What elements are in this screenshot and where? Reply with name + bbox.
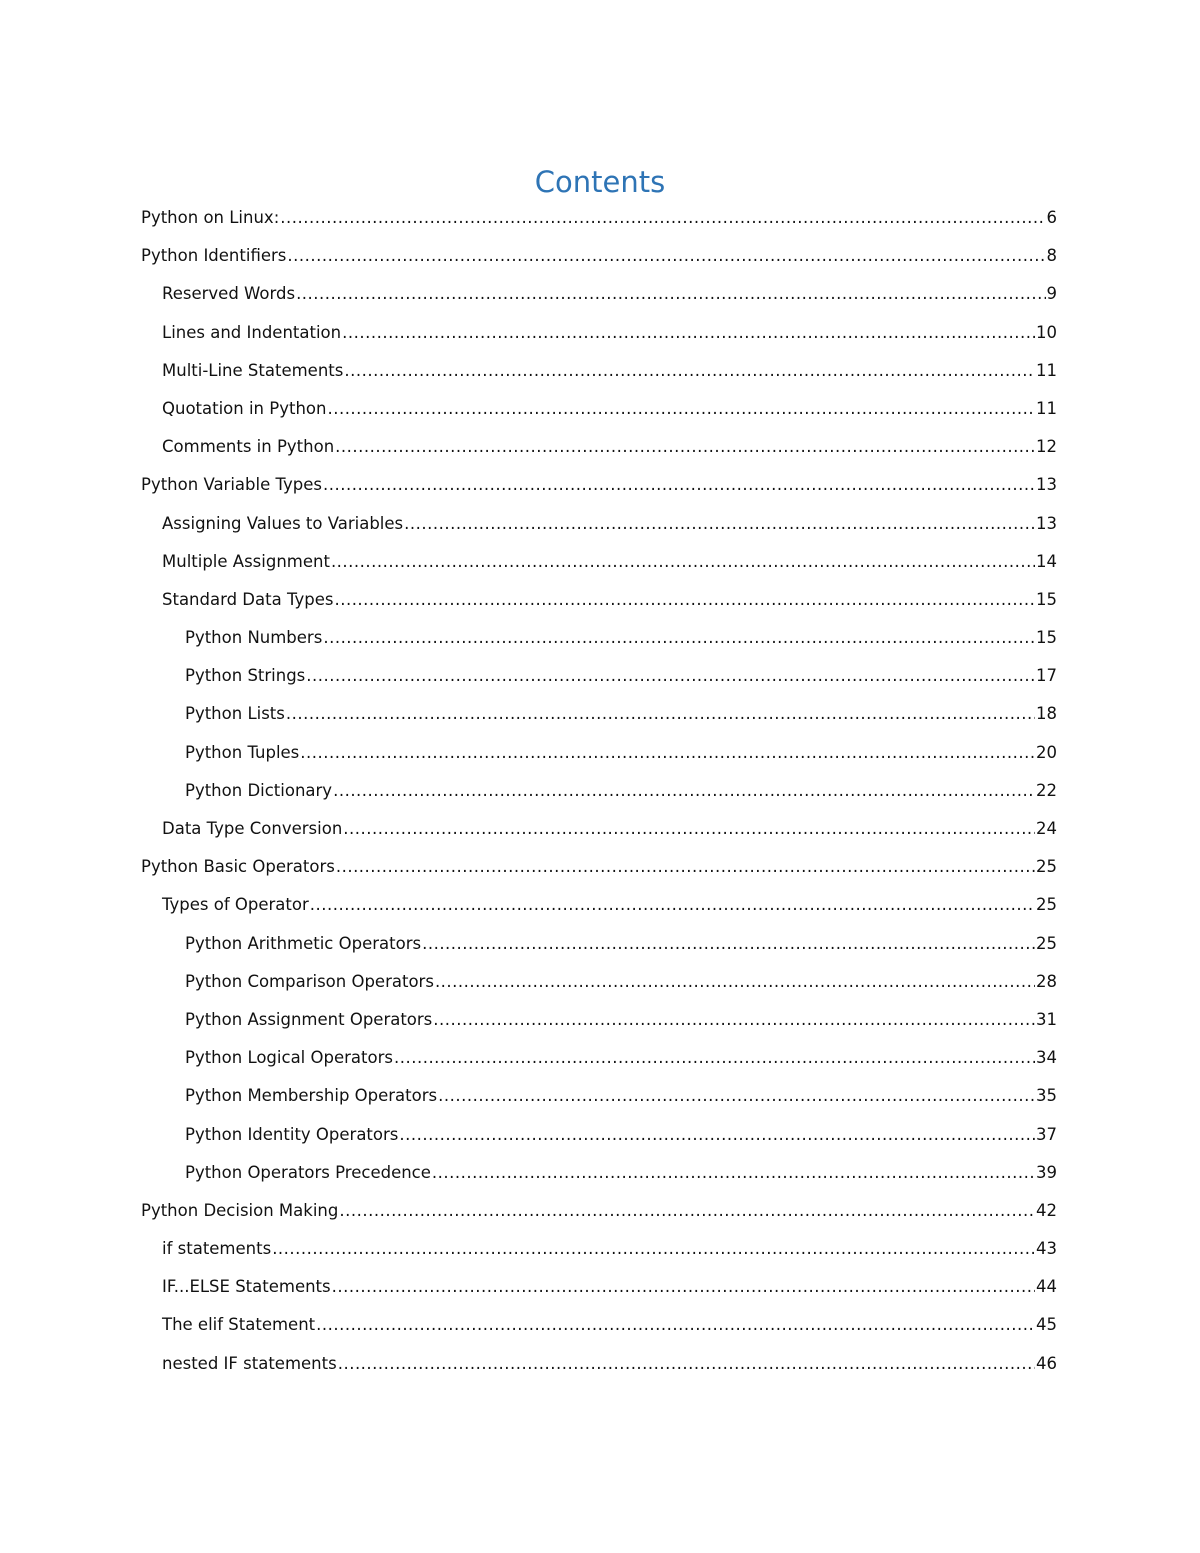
toc-entry-text: Python Decision Making xyxy=(141,1200,339,1220)
toc-entry[interactable] xyxy=(141,466,1057,504)
toc-entry-text: Python Arithmetic Operators xyxy=(185,933,422,953)
toc-entry[interactable] xyxy=(141,581,1057,619)
toc-entry[interactable] xyxy=(141,695,1057,733)
toc-page-number: 28 xyxy=(1036,971,1057,991)
toc-dot-leader xyxy=(338,1345,1035,1383)
toc-dot-leader xyxy=(335,428,1035,466)
toc-entry[interactable] xyxy=(141,1192,1057,1230)
toc-page-number: 14 xyxy=(1036,551,1057,571)
toc-dot-leader xyxy=(306,657,1035,695)
toc-dot-leader xyxy=(316,1306,1035,1344)
toc-entry[interactable] xyxy=(141,1154,1057,1192)
toc-dot-leader xyxy=(300,734,1035,772)
toc-entry-text: Types of Operator xyxy=(162,895,309,915)
toc-page-number: 20 xyxy=(1036,742,1057,762)
toc-dot-leader xyxy=(287,237,1045,275)
toc-page-number: 6 xyxy=(1046,208,1057,227)
toc-entry-text: Python Identifiers xyxy=(141,246,287,266)
toc-dot-leader xyxy=(327,390,1035,428)
toc-entry[interactable] xyxy=(141,1077,1057,1115)
toc-entry-text: Python Membership Operators xyxy=(185,1086,438,1106)
toc-page-number: 11 xyxy=(1036,398,1057,418)
toc-entry-text: Python Basic Operators xyxy=(141,857,335,877)
toc-dot-leader xyxy=(272,1230,1035,1268)
toc-entry-text: Data Type Conversion xyxy=(162,819,343,838)
toc-entry-text: Multiple Assignment xyxy=(162,551,330,571)
toc-entry[interactable] xyxy=(141,505,1057,543)
toc-entry[interactable] xyxy=(141,1268,1057,1306)
toc-entry[interactable] xyxy=(141,352,1057,390)
toc-entry[interactable] xyxy=(141,734,1057,772)
toc-entry-text: Comments in Python xyxy=(162,437,335,457)
toc-dot-leader xyxy=(323,619,1035,657)
toc-dot-leader xyxy=(334,581,1035,619)
toc-entry[interactable] xyxy=(141,810,1057,848)
toc-entry[interactable] xyxy=(141,925,1057,963)
toc-entry-text: Python Identity Operators xyxy=(185,1124,399,1144)
toc-dot-leader xyxy=(296,275,1045,313)
toc-entry-text: Python Numbers xyxy=(185,628,323,648)
toc-entry-text: Python Lists xyxy=(185,704,285,724)
toc-page-number: 39 xyxy=(1036,1162,1057,1182)
toc-page-number: 12 xyxy=(1036,437,1057,457)
toc-entry[interactable] xyxy=(141,619,1057,657)
toc-dot-leader xyxy=(286,695,1035,733)
toc-page-number: 13 xyxy=(1036,475,1057,495)
toc-entry[interactable] xyxy=(141,963,1057,1001)
toc-entry-text: Python Comparison Operators xyxy=(185,971,434,991)
toc-page-number: 15 xyxy=(1036,628,1057,648)
toc-entry[interactable] xyxy=(141,543,1057,581)
toc-entry[interactable] xyxy=(141,1345,1057,1383)
toc-entry[interactable] xyxy=(141,1001,1057,1039)
toc-entry[interactable] xyxy=(141,1116,1057,1154)
toc-entry[interactable] xyxy=(141,275,1057,313)
toc-dot-leader xyxy=(332,1268,1035,1306)
toc-dot-leader xyxy=(432,1154,1035,1192)
toc-dot-leader xyxy=(404,505,1035,543)
toc-page-number: 9 xyxy=(1046,284,1057,304)
toc-page-number: 31 xyxy=(1036,1009,1057,1029)
toc-entry-text: The elif Statement xyxy=(162,1315,316,1335)
toc-page-number: 13 xyxy=(1036,513,1057,533)
toc-dot-leader xyxy=(433,1001,1035,1039)
toc-page-number: 22 xyxy=(1036,780,1057,800)
toc-dot-leader xyxy=(438,1077,1035,1115)
toc-page-number: 25 xyxy=(1036,933,1057,953)
toc-dot-leader xyxy=(435,963,1035,1001)
toc-page-number: 46 xyxy=(1036,1353,1057,1373)
toc-entry-text: Python Variable Types xyxy=(141,475,322,495)
toc-entry-text: Python Operators Precedence xyxy=(185,1162,431,1182)
toc-entry-text: if statements xyxy=(162,1239,272,1259)
toc-dot-leader xyxy=(344,352,1035,390)
toc-page-number: 24 xyxy=(1036,819,1057,838)
toc-page-number: 45 xyxy=(1036,1315,1057,1335)
toc-entry[interactable] xyxy=(141,1306,1057,1344)
toc-page-number: 42 xyxy=(1036,1200,1057,1220)
toc-entry-text: Python Strings xyxy=(185,666,306,686)
toc-entry-text: Python Dictionary xyxy=(185,780,333,800)
toc-dot-leader xyxy=(331,543,1035,581)
toc-entry[interactable] xyxy=(141,657,1057,695)
toc-dot-leader xyxy=(339,1192,1035,1230)
toc-dot-leader xyxy=(399,1116,1035,1154)
toc-entry-text: nested IF statements xyxy=(162,1353,337,1373)
toc-dot-leader xyxy=(310,886,1035,924)
toc-entry[interactable] xyxy=(141,886,1057,924)
toc-dot-leader xyxy=(323,466,1035,504)
toc-entry[interactable] xyxy=(141,314,1057,352)
toc-page-number: 35 xyxy=(1036,1086,1057,1106)
toc-entry-text: IF...ELSE Statements xyxy=(162,1277,331,1297)
toc-entry-text: Python Assignment Operators xyxy=(185,1009,433,1029)
toc-entry-text: Python Logical Operators xyxy=(185,1048,393,1068)
toc-page-number: 34 xyxy=(1036,1048,1057,1068)
toc-entry[interactable] xyxy=(141,1039,1057,1077)
toc-dot-leader xyxy=(342,314,1035,352)
toc-page-number: 15 xyxy=(1036,589,1057,609)
toc-entry-text: Assigning Values to Variables xyxy=(162,513,404,533)
toc-page-number: 25 xyxy=(1036,895,1057,915)
toc-page-number: 25 xyxy=(1036,857,1057,877)
table-of-contents xyxy=(141,199,1057,1383)
toc-dot-leader xyxy=(336,848,1035,886)
toc-entry[interactable] xyxy=(141,428,1057,466)
toc-dot-leader xyxy=(333,772,1035,810)
toc-dot-leader xyxy=(280,199,1045,237)
toc-entry-text: Python on Linux: xyxy=(141,208,280,227)
toc-entry[interactable] xyxy=(141,1230,1057,1268)
toc-dot-leader xyxy=(422,925,1035,963)
toc-entry[interactable] xyxy=(141,772,1057,810)
toc-entry[interactable] xyxy=(141,390,1057,428)
toc-dot-leader xyxy=(394,1039,1035,1077)
toc-page-number: 44 xyxy=(1036,1277,1057,1297)
toc-page-number: 11 xyxy=(1036,360,1057,380)
page-title: Contents xyxy=(534,165,666,199)
toc-page-number: 18 xyxy=(1036,704,1057,724)
toc-entry-text: Lines and Indentation xyxy=(162,322,342,342)
toc-page-number: 10 xyxy=(1036,322,1057,342)
toc-page-number: 17 xyxy=(1036,666,1057,686)
toc-entry-text: Reserved Words xyxy=(162,284,296,304)
toc-entry[interactable] xyxy=(141,199,1057,237)
toc-entry[interactable] xyxy=(141,848,1057,886)
toc-entry-text: Standard Data Types xyxy=(162,589,334,609)
toc-page-number: 8 xyxy=(1046,246,1057,266)
toc-entry-text: Multi-Line Statements xyxy=(162,360,344,380)
toc-entry-text: Quotation in Python xyxy=(162,398,327,418)
toc-page-number: 37 xyxy=(1036,1124,1057,1144)
toc-page-number: 43 xyxy=(1036,1239,1057,1259)
toc-entry[interactable] xyxy=(141,237,1057,275)
toc-dot-leader xyxy=(343,810,1035,848)
toc-entry-text: Python Tuples xyxy=(185,742,300,762)
